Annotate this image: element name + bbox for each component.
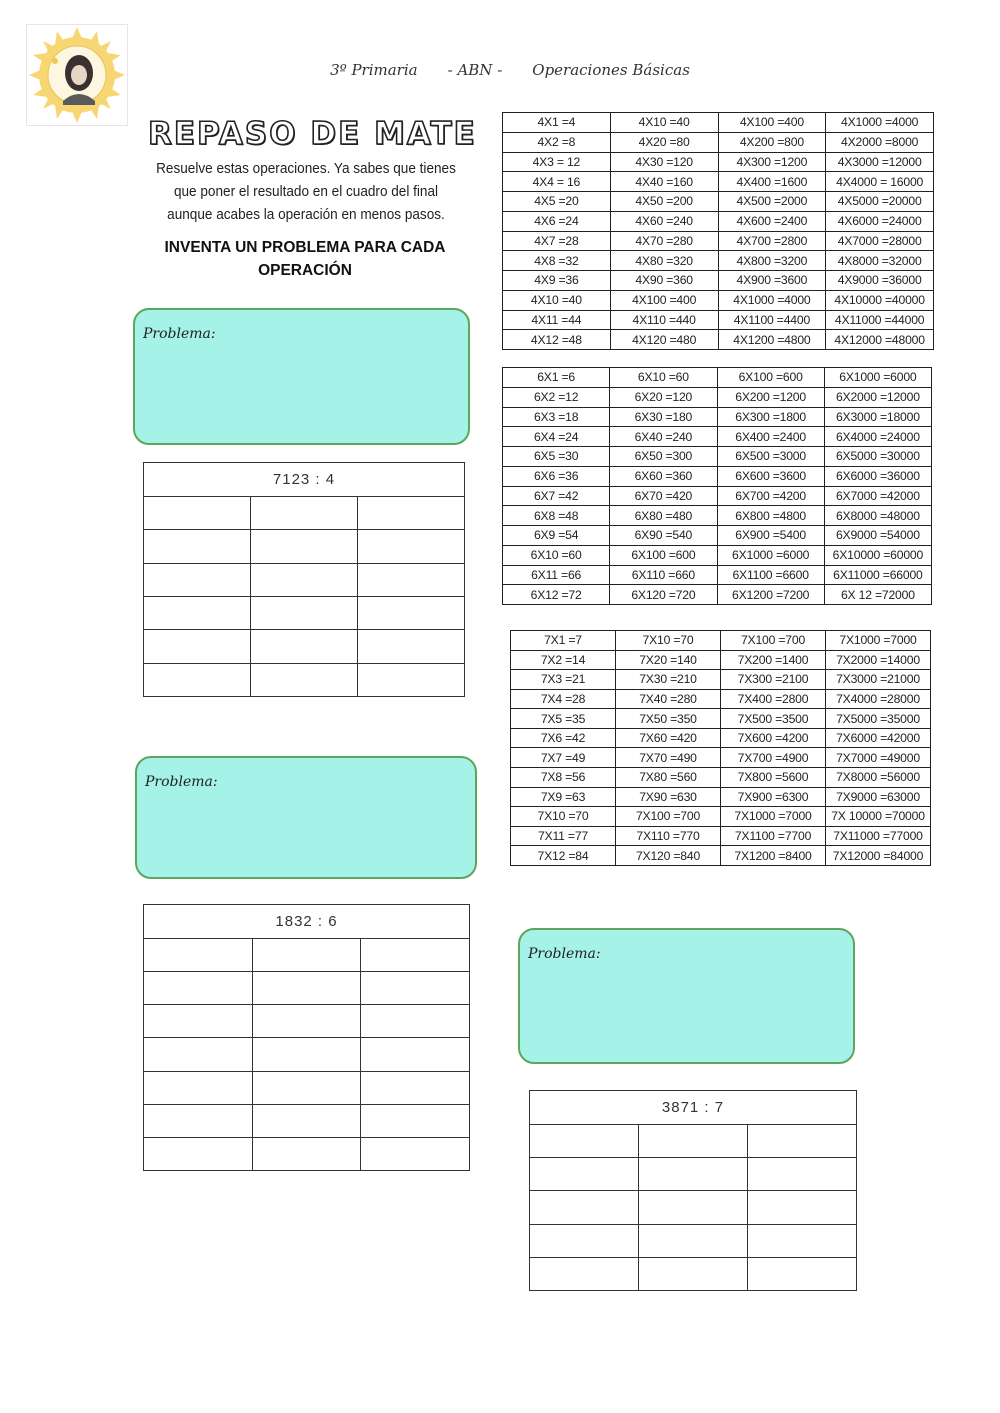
multiplication-table-6 <box>502 367 932 605</box>
table-row <box>511 826 931 846</box>
work-cell[interactable] <box>144 497 251 530</box>
table-cell: 4X80 =320 <box>610 251 718 271</box>
table-cell: 7X30 =210 <box>616 670 721 690</box>
table-cell: 6X5 =30 <box>503 447 610 467</box>
table-cell: 4X8 =32 <box>503 251 611 271</box>
work-cell[interactable] <box>144 1071 253 1104</box>
table-cell: 6X20 =120 <box>610 387 717 407</box>
table-cell: 4X110 =440 <box>610 310 718 330</box>
table-cell: 4X3000 =12000 <box>826 152 934 172</box>
table-cell: 7X8 =56 <box>511 768 616 788</box>
division-work-table-3 <box>529 1090 857 1291</box>
table-cell: 7X3000 =21000 <box>826 670 931 690</box>
table-cell: 6X400 =2400 <box>717 427 824 447</box>
table-cell: 6X10 =60 <box>610 368 717 388</box>
table-row <box>511 768 931 788</box>
table-cell: 7X7 =49 <box>511 748 616 768</box>
problem-label: Problema: <box>145 774 218 790</box>
table-cell: 6X4000 =24000 <box>824 427 931 447</box>
work-cell[interactable] <box>638 1158 747 1191</box>
table-cell: 7X500 =3500 <box>721 709 826 729</box>
work-cell[interactable] <box>747 1125 856 1158</box>
grade-label: 3º Primaria <box>330 61 418 79</box>
table-cell: 7X1 =7 <box>511 631 616 651</box>
table-cell: 7X10 =70 <box>511 807 616 827</box>
table-cell: 6X4 =24 <box>503 427 610 447</box>
table-cell: 6X9000 =54000 <box>824 526 931 546</box>
work-cell[interactable] <box>357 630 464 663</box>
work-cell[interactable] <box>638 1257 747 1290</box>
table-row <box>503 211 934 231</box>
table-cell: 7X9000 =63000 <box>826 787 931 807</box>
table-cell: 6X800 =4800 <box>717 506 824 526</box>
multiplication-table-7 <box>510 630 931 866</box>
work-cell[interactable] <box>361 1071 470 1104</box>
table-row <box>503 447 932 467</box>
table-row <box>503 387 932 407</box>
work-cell[interactable] <box>144 563 251 596</box>
work-cell[interactable] <box>530 1224 639 1257</box>
table-cell: 6X10000 =60000 <box>824 545 931 565</box>
table-cell: 6X11 =66 <box>503 565 610 585</box>
table-row <box>503 526 932 546</box>
table-row <box>511 728 931 748</box>
table-cell: 7X 10000 =70000 <box>826 807 931 827</box>
work-cell[interactable] <box>144 630 251 663</box>
table-cell: 4X11000 =44000 <box>826 310 934 330</box>
work-cell[interactable] <box>747 1257 856 1290</box>
table-row <box>503 368 932 388</box>
table-row <box>503 271 934 291</box>
table-row <box>511 787 931 807</box>
table-cell: 4X5000 =20000 <box>826 192 934 212</box>
table-cell: 7X900 =6300 <box>721 787 826 807</box>
table-row <box>511 670 931 690</box>
work-cell[interactable] <box>250 497 357 530</box>
table-cell: 4X400 =1600 <box>718 172 826 192</box>
subject-label: Operaciones Básicas <box>532 61 690 79</box>
table-row <box>503 192 934 212</box>
table-cell: 4X800 =3200 <box>718 251 826 271</box>
work-cell[interactable] <box>144 1005 253 1038</box>
table-cell: 7X800 =5600 <box>721 768 826 788</box>
table-row <box>503 585 932 605</box>
table-cell: 4X3 = 12 <box>503 152 611 172</box>
work-cell[interactable] <box>747 1224 856 1257</box>
table-cell: 4X60 =240 <box>610 211 718 231</box>
table-cell: 6X300 =1800 <box>717 407 824 427</box>
work-cell[interactable] <box>252 1071 361 1104</box>
work-cell[interactable] <box>747 1191 856 1224</box>
table-cell: 4X100 =400 <box>718 113 826 133</box>
table-cell: 4X9 =36 <box>503 271 611 291</box>
table-row <box>503 290 934 310</box>
work-cell[interactable] <box>250 663 357 696</box>
table-cell: 4X7 =28 <box>503 231 611 251</box>
table-cell: 7X120 =840 <box>616 846 721 866</box>
table-cell: 4X700 =2800 <box>718 231 826 251</box>
table-cell: 4X120 =480 <box>610 330 718 350</box>
table-cell: 4X12 =48 <box>503 330 611 350</box>
work-cell[interactable] <box>357 497 464 530</box>
table-cell: 4X30 =120 <box>610 152 718 172</box>
table-cell: 7X400 =2800 <box>721 689 826 709</box>
table-cell: 6X5000 =30000 <box>824 447 931 467</box>
work-cell[interactable] <box>144 1038 253 1071</box>
problem-box-3[interactable] <box>518 928 855 1064</box>
work-cell[interactable] <box>252 1005 361 1038</box>
table-cell: 4X4000 = 16000 <box>826 172 934 192</box>
table-cell: 4X200 =800 <box>718 132 826 152</box>
table-cell: 6X1000 =6000 <box>717 545 824 565</box>
invent-problem-heading: INVENTA UN PROBLEMA PARA CADA OPERACIÓN <box>164 239 446 279</box>
table-row <box>503 407 932 427</box>
table-cell: 7X110 =770 <box>616 826 721 846</box>
table-cell: 7X100 =700 <box>721 631 826 651</box>
work-cell[interactable] <box>250 630 357 663</box>
work-cell[interactable] <box>252 972 361 1005</box>
table-cell: 4X90 =360 <box>610 271 718 291</box>
table-cell: 7X4 =28 <box>511 689 616 709</box>
multiplication-table-4 <box>502 112 934 350</box>
work-cell[interactable] <box>144 1137 253 1170</box>
table-cell: 6X8 =48 <box>503 506 610 526</box>
table-cell: 4X500 =2000 <box>718 192 826 212</box>
table-cell: 7X9 =63 <box>511 787 616 807</box>
work-cell[interactable] <box>530 1257 639 1290</box>
work-cell[interactable] <box>144 972 253 1005</box>
table-cell: 6X1100 =6600 <box>717 565 824 585</box>
work-cell[interactable] <box>638 1125 747 1158</box>
table-row <box>503 251 934 271</box>
table-cell: 7X6 =42 <box>511 728 616 748</box>
work-cell[interactable] <box>638 1191 747 1224</box>
table-cell: 4X40 =160 <box>610 172 718 192</box>
logo <box>26 24 128 126</box>
table-cell: 7X50 =350 <box>616 709 721 729</box>
table-cell: 4X1000 =4000 <box>826 113 934 133</box>
table-cell: 4X900 =3600 <box>718 271 826 291</box>
table-cell: 7X20 =140 <box>616 650 721 670</box>
table-cell: 7X2 =14 <box>511 650 616 670</box>
table-cell: 6X3 =18 <box>503 407 610 427</box>
table-cell: 6X500 =3000 <box>717 447 824 467</box>
table-cell: 6X80 =480 <box>610 506 717 526</box>
work-cell[interactable] <box>361 1137 470 1170</box>
work-cell[interactable] <box>144 663 251 696</box>
table-cell: 6X100 =600 <box>717 368 824 388</box>
table-cell: 4X50 =200 <box>610 192 718 212</box>
table-cell: 6X10 =60 <box>503 545 610 565</box>
work-cell[interactable] <box>252 1038 361 1071</box>
work-cell[interactable] <box>357 563 464 596</box>
operation-label: 1832 : 6 <box>144 905 470 939</box>
table-cell: 6X2 =12 <box>503 387 610 407</box>
table-cell: 6X3000 =18000 <box>824 407 931 427</box>
table-row <box>511 807 931 827</box>
page-header <box>300 58 720 82</box>
table-cell: 7X2000 =14000 <box>826 650 931 670</box>
problem-label: Problema: <box>528 946 601 962</box>
table-row <box>503 565 932 585</box>
table-row <box>503 231 934 251</box>
table-row <box>503 486 932 506</box>
problem-box-2[interactable] <box>135 756 477 879</box>
table-cell: 4X8000 =32000 <box>826 251 934 271</box>
table-cell: 7X12000 =84000 <box>826 846 931 866</box>
table-row <box>503 132 934 152</box>
table-cell: 6X1000 =6000 <box>824 368 931 388</box>
table-cell: 7X8000 =56000 <box>826 768 931 788</box>
table-cell: 6X100 =600 <box>610 545 717 565</box>
worksheet-title: REPASO DE MATE <box>148 116 477 152</box>
table-cell: 7X600 =4200 <box>721 728 826 748</box>
work-cell[interactable] <box>252 1104 361 1137</box>
table-row <box>503 172 934 192</box>
sun-logo-icon <box>27 25 127 125</box>
table-cell: 6X110 =660 <box>610 565 717 585</box>
table-cell: 4X600 =2400 <box>718 211 826 231</box>
table-cell: 4X10000 =40000 <box>826 290 934 310</box>
work-cell[interactable] <box>144 939 253 972</box>
work-cell[interactable] <box>530 1125 639 1158</box>
table-cell: 6X40 =240 <box>610 427 717 447</box>
work-cell[interactable] <box>361 972 470 1005</box>
work-cell[interactable] <box>357 530 464 563</box>
table-cell: 6X200 =1200 <box>717 387 824 407</box>
table-cell: 6X60 =360 <box>610 466 717 486</box>
work-cell[interactable] <box>361 939 470 972</box>
table-cell: 7X3 =21 <box>511 670 616 690</box>
table-cell: 6X2000 =12000 <box>824 387 931 407</box>
table-cell: 4X1200 =4800 <box>718 330 826 350</box>
work-cell[interactable] <box>357 596 464 629</box>
table-row <box>503 113 934 133</box>
table-cell: 4X10 =40 <box>610 113 718 133</box>
table-cell: 7X1000 =7000 <box>721 807 826 827</box>
table-cell: 4X12000 =48000 <box>826 330 934 350</box>
table-cell: 7X80 =560 <box>616 768 721 788</box>
table-cell: 4X9000 =36000 <box>826 271 934 291</box>
table-cell: 6X 12 =72000 <box>824 585 931 605</box>
table-cell: 7X11000 =77000 <box>826 826 931 846</box>
table-row <box>511 748 931 768</box>
table-cell: 4X1100 =4400 <box>718 310 826 330</box>
table-cell: 4X100 =400 <box>610 290 718 310</box>
table-cell: 6X11000 =66000 <box>824 565 931 585</box>
work-cell[interactable] <box>250 596 357 629</box>
table-cell: 4X11 =44 <box>503 310 611 330</box>
table-cell: 4X1000 =4000 <box>718 290 826 310</box>
table-cell: 7X700 =4900 <box>721 748 826 768</box>
table-cell: 7X11 =77 <box>511 826 616 846</box>
work-cell[interactable] <box>250 530 357 563</box>
work-cell[interactable] <box>144 530 251 563</box>
table-row <box>511 631 931 651</box>
table-cell: 4X2 =8 <box>503 132 611 152</box>
table-cell: 6X6000 =36000 <box>824 466 931 486</box>
work-cell[interactable] <box>747 1158 856 1191</box>
table-cell: 4X300 =1200 <box>718 152 826 172</box>
table-cell: 7X7000 =49000 <box>826 748 931 768</box>
table-cell: 7X4000 =28000 <box>826 689 931 709</box>
work-cell[interactable] <box>357 663 464 696</box>
table-cell: 4X2000 =8000 <box>826 132 934 152</box>
table-cell: 6X50 =300 <box>610 447 717 467</box>
table-cell: 7X60 =420 <box>616 728 721 748</box>
work-cell[interactable] <box>638 1224 747 1257</box>
table-cell: 4X6 =24 <box>503 211 611 231</box>
table-row <box>511 846 931 866</box>
table-cell: 6X7 =42 <box>503 486 610 506</box>
table-cell: 7X6000 =42000 <box>826 728 931 748</box>
table-cell: 7X1000 =7000 <box>826 631 931 651</box>
table-cell: 7X100 =700 <box>616 807 721 827</box>
table-cell: 7X1200 =8400 <box>721 846 826 866</box>
table-row <box>503 310 934 330</box>
table-cell: 6X700 =4200 <box>717 486 824 506</box>
table-row <box>503 330 934 350</box>
work-cell[interactable] <box>252 939 361 972</box>
table-cell: 7X1100 =7700 <box>721 826 826 846</box>
table-row <box>511 650 931 670</box>
work-cell[interactable] <box>361 1104 470 1137</box>
division-work-table-2 <box>143 904 470 1171</box>
operation-label: 3871 : 7 <box>530 1091 857 1125</box>
table-cell: 6X6 =36 <box>503 466 610 486</box>
table-cell: 6X7000 =42000 <box>824 486 931 506</box>
table-row <box>503 427 932 447</box>
table-cell: 4X4 = 16 <box>503 172 611 192</box>
table-cell: 7X5000 =35000 <box>826 709 931 729</box>
problem-label: Problema: <box>143 326 216 342</box>
table-cell: 4X10 =40 <box>503 290 611 310</box>
table-row <box>503 545 932 565</box>
table-cell: 7X5 =35 <box>511 709 616 729</box>
work-cell[interactable] <box>530 1158 639 1191</box>
table-cell: 6X8000 =48000 <box>824 506 931 526</box>
table-cell: 4X6000 =24000 <box>826 211 934 231</box>
table-cell: 6X900 =5400 <box>717 526 824 546</box>
table-cell: 7X70 =490 <box>616 748 721 768</box>
table-cell: 7X300 =2100 <box>721 670 826 690</box>
table-cell: 7X12 =84 <box>511 846 616 866</box>
work-cell[interactable] <box>144 596 251 629</box>
table-cell: 6X90 =540 <box>610 526 717 546</box>
work-cell[interactable] <box>144 1104 253 1137</box>
instructions-text: Resuelve estas operaciones. Ya sabes que tienes que poner el resultado en el cuadro del final aunque acabes la operación en menos pasos. <box>156 161 456 223</box>
table-cell: 6X70 =420 <box>610 486 717 506</box>
work-cell[interactable] <box>252 1137 361 1170</box>
table-cell: 4X5 =20 <box>503 192 611 212</box>
division-work-table-1 <box>143 462 465 697</box>
table-cell: 7X200 =1400 <box>721 650 826 670</box>
table-cell: 6X30 =180 <box>610 407 717 427</box>
table-row <box>503 506 932 526</box>
table-row <box>511 689 931 709</box>
table-cell: 6X120 =720 <box>610 585 717 605</box>
work-cell[interactable] <box>361 1038 470 1071</box>
table-cell: 4X1 =4 <box>503 113 611 133</box>
table-cell: 6X1 =6 <box>503 368 610 388</box>
operation-label: 7123 : 4 <box>144 463 465 497</box>
table-cell: 4X20 =80 <box>610 132 718 152</box>
work-cell[interactable] <box>250 563 357 596</box>
table-cell: 7X40 =280 <box>616 689 721 709</box>
work-cell[interactable] <box>361 1005 470 1038</box>
table-cell: 7X10 =70 <box>616 631 721 651</box>
table-cell: 4X70 =280 <box>610 231 718 251</box>
work-cell[interactable] <box>530 1191 639 1224</box>
table-row <box>503 466 932 486</box>
table-row <box>503 152 934 172</box>
table-cell: 6X9 =54 <box>503 526 610 546</box>
table-cell: 7X90 =630 <box>616 787 721 807</box>
problem-box-1[interactable] <box>133 308 470 445</box>
method-label: - ABN - <box>447 61 503 79</box>
table-cell: 6X1200 =7200 <box>717 585 824 605</box>
table-cell: 6X600 =3600 <box>717 466 824 486</box>
table-cell: 6X12 =72 <box>503 585 610 605</box>
table-row <box>511 709 931 729</box>
table-cell: 4X7000 =28000 <box>826 231 934 251</box>
